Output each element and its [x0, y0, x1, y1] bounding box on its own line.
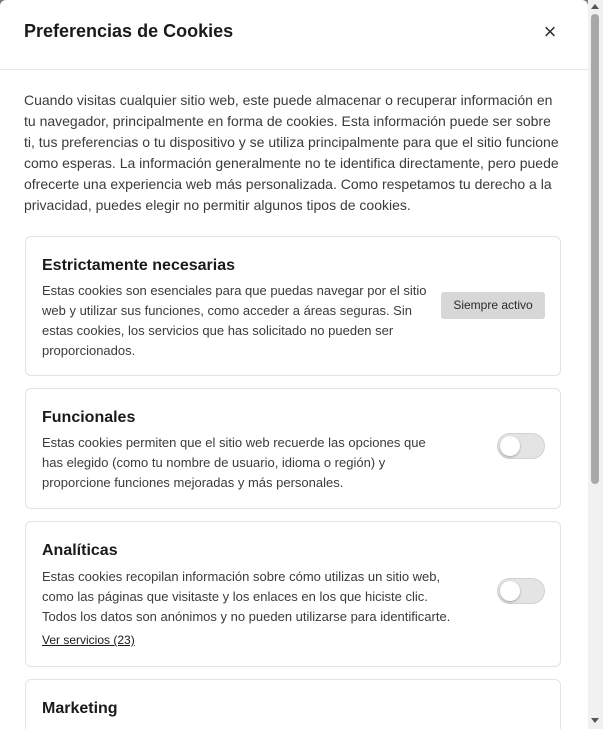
intro-text: Cuando visitas cualquier sitio web, este puede almacenar o recuperar información en tu navegador, principalmente en forma de cookies. Esta información puede ser sobre ti, tus preferencias o tu dispositivo y se utiliza principalmente para que el sitio funcione como esperas. La información generalmente no te identifica directamente, pero puede ofrecerte una experiencia web más personalizada. Como respetamos tu derecho a la privacidad, puedes elegir no permitir algunos tipos de cookies. [24, 92, 559, 213]
category-description: Estas cookies permiten que el sitio web recuerde las opciones que has elegido (como tu nombre de usuario, idioma o región) y proporcione funciones mejoradas y más personales. [42, 435, 426, 490]
scroll-up-icon[interactable] [591, 4, 599, 9]
modal-header [0, 0, 588, 70]
category-functional [25, 388, 561, 509]
category-marketing [25, 679, 561, 729]
category-description: Estas cookies recopilan información sobre cómo utilizas un sitio web, como las páginas que visitaste y los enlaces en los que hiciste clic. Todos los datos son anónimos y no pueden utilizarse para identificarte. [42, 569, 451, 624]
view-services-link[interactable]: Ver servicios (23) [42, 633, 135, 647]
scrollbar[interactable] [588, 0, 603, 729]
category-necessary [25, 236, 561, 376]
category-analytics [25, 521, 561, 667]
category-title: Analíticas [42, 542, 118, 559]
toggle-knob [500, 581, 520, 601]
toggle-knob [500, 436, 520, 456]
always-active-badge: Siempre activo [441, 292, 545, 319]
analytics-toggle[interactable] [497, 578, 545, 604]
scroll-thumb[interactable] [591, 14, 599, 484]
category-title: Marketing [42, 700, 118, 717]
category-title: Funcionales [42, 409, 136, 426]
scroll-down-icon[interactable] [591, 718, 599, 723]
category-description: Estas cookies son esenciales para que puedas navegar por el sitio web y utilizar sus funciones, como acceder a áreas seguras. Sin estas cookies, los servicios que has solicitado no pueden ser proporcionados. [42, 283, 427, 358]
modal-title: Preferencias de Cookies [24, 21, 234, 41]
category-title: Estrictamente necesarias [42, 257, 235, 274]
close-icon[interactable]: × [543, 19, 557, 44]
functional-toggle[interactable] [497, 433, 545, 459]
